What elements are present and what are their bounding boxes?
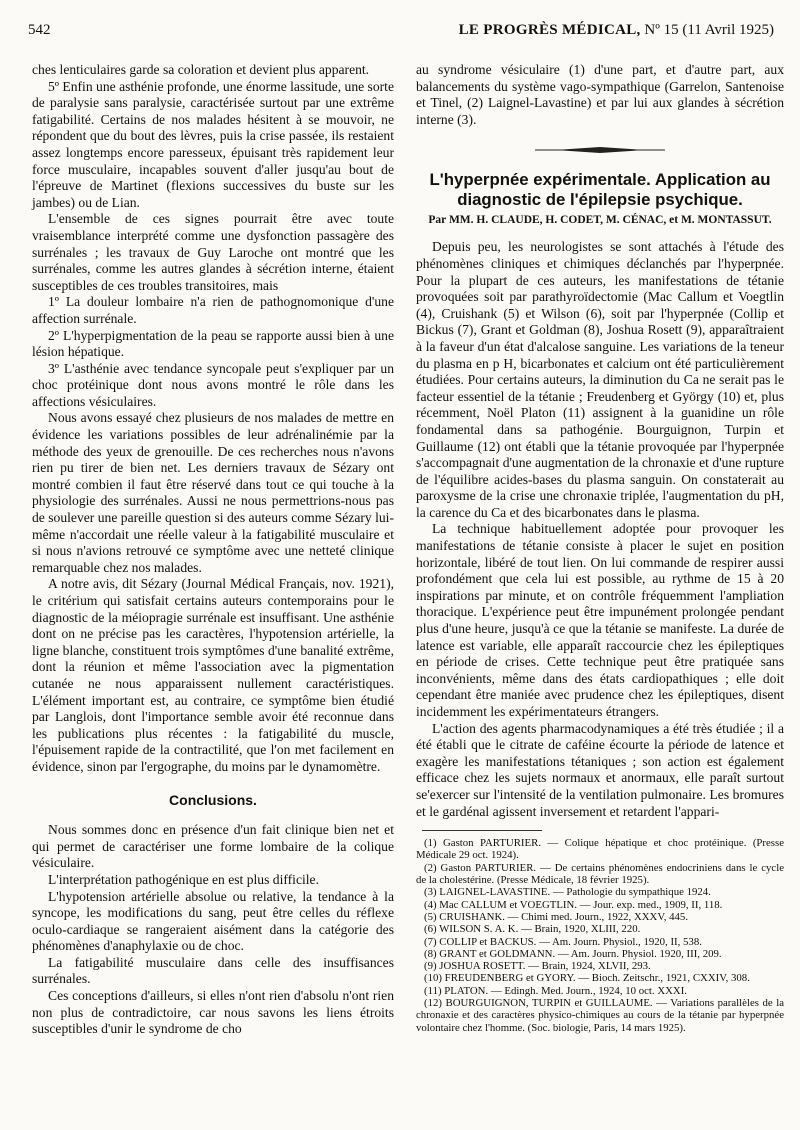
footnote: (9) JOSHUA ROSETT. — Brain, 1924, XLVII, 293. [424,960,651,973]
page-header [28,22,774,42]
paragraph: au syndrome vésiculaire (1) d'une part, et d'autre part, aux balancements du système vago-sympathique (Garrelon, Santenoise et Tinel, (2) Laignel-Lavastine) et par lui aux glandes à sécrétion interne (3). [416,62,784,127]
footnote: (10) FREUDENBERG et GYORY. — Bioch. Zeitschr., 1921, CXXIV, 308. [424,972,750,985]
footnote: (6) WILSON S. A. K. — Brain, 1920, XLIII, 220. [424,923,641,936]
left-column [32,62,394,1038]
article-byline: Par MM. H. CLAUDE, H. CODET, M. CÉNAC, et M. MONTASSUT. [428,214,772,227]
footnote: (5) CRUISHANK. — Chimi med. Journ., 1922, XXXV, 445. [424,910,689,923]
paragraph: L'action des agents pharmacodynamiques a été très étudiée ; il a été établi que le citrate de caféine écourte la période de latence et exagère les manifestations tétaniques ; son action est également efficace chez les sujets normaux et anormaux, elle paraît surtout se'exercer sur l'intensité de la ventilation pulmonaire. Les bromures et le gardénal agissent inversement et retardent l'appari- [416,720,784,819]
journal-name: LE PROGRÈS MÉDICAL, [458,22,641,38]
footnote: (11) PLATON. — Edingh. Med. Journ., 1924, 10 oct. XXXI. [424,984,688,997]
paragraph: L'interprétation pathogénique en est plus difficile. [48,871,319,887]
paragraph: Ces conceptions d'ailleurs, si elles n'ont rien d'absolu n'ont rien non plus de contradictoire, car nous savons les liens étroits susceptibles d'unir le syndrome de cho [32,988,394,1037]
right-column [416,62,784,1034]
paragraph: L'hypotension artérielle absolue ou relative, la tendance à la syncope, les modifications du sang, peut être celles du réflexe oculo-cardiaque se rangeraient aisément dans la catégorie des phénomènes d'anaphylaxie ou de choc. [32,888,394,954]
paragraph: L'ensemble de ces signes pourrait être avec toute vraisemblance interprété comme une dysfonction passagère des surrénales ; les travaux de Guy Laroche ont montré que les surrénales, comme les autres glandes à sécrétion interne, étaient susceptibles de ces troubles transitoires, mais [32,211,394,293]
paragraph: 1º La douleur lombaire n'a rien de pathognomonique d'une affection surrénale. [32,294,394,326]
page-number: 542 [28,22,51,38]
footnote-rule [422,830,542,831]
footnote: (8) GRANT et GOLDMANN. — Am. Journ. Physiol. 1920, III, 209. [424,947,722,960]
paragraph: 2º L'hyperpigmentation de la peau se rapporte aussi bien à une lésion hépatique. [32,327,394,360]
article-title: L'hyperpnée expérimentale. Application au diagnostic de l'épilepsie psychique. [429,170,771,210]
paragraph: La fatigabilité musculaire dans celle des insuffisances surrénales. [32,954,394,987]
footnote: (4) Mac CALLUM et VOEGTLIN. — Jour. exp. med., 1909, II, 118. [424,898,723,911]
divider-ornament [535,144,665,156]
paragraph: Depuis peu, les neurologistes se sont attachés à l'étude des phénomènes cliniques et chimiques déclanchés par l'hyperpnée. Pour la plupart de ces auteurs, les manifestations de tétanie provoquées soit par parathyroïdectomie (Mac Callum et Voegtlin (4), Cruishank (5) et Wilson (6), soit par l'hyperpnée (Collip et Bickus (7), Grant et Goldman (8), Joshua Rosett (9), apparaîtraient à la faveur d'un état d'alcalose sanguine. Les variations de la teneur du plasma en p H, bicarbonates et calcium ont été particulièrement étudiées. Pour certains auteurs, la diminution du Ca ne serait pas le facteur essentiel de la tétanie ; Freudenberg et György (10) et, plus récemment, Noël Platon (11) assignent à la guanidine un rôle fondamental dans sa pathogénie. Bourguignon, Turpin et Guillaume (12) ont établi que la tétanie provoquée par l'hyperpnée s'accompagnait d'une augmentation de la chronaxie et d'une rupture de l'équilibre acides-bases du plasma sanguin. On constaterait au paroxysme de la crise une chronaxie triplée, l'augmentation du pH, la carence du Ca et des bicarbonates dans le plasma. [416,239,784,520]
paragraph: 3º L'asthénie avec tendance syncopale peut s'expliquer par un choc protéinique dont nous avons montré le rôle dans les affections vésiculaires. [32,360,394,409]
paragraph: La technique habituellement adoptée pour provoquer les manifestations de tétanie consiste à placer le sujet en position horizontale, libéré de tout lien. On lui commande de respirer aussi profondément que cela lui est possible, au rythme de 15 à 20 inspirations par minute, et on contrôle fréquemment l'ampliation thoracique. L'expérience peut être impunément prolongée pendant plus d'une heure, jusqu'à ce que la tétanie se manifeste. La durée de latence est variable, elle apparaît raccourcie chez les épileptiques en période de crises. Cette technique peut être pratiquée sans inconvénients, même dans des états cardiopathiques ; elle doit cependant être maniée avec prudence chez les épileptiques, disent incidemment les expérimentateurs étrangers. [416,521,784,719]
paragraph: 5º Enfin une asthénie profonde, une énorme lassitude, une sorte de paralysie sans paralysie, caractérisée surtout par une extrême fatigabilité. Certains de nos malades hésitent à se mouvoir, ne répondent que du bout des lèvres, puis la crise passée, ils restaient assez longtemps encore paresseux, épuisant très rapidement leur force musculaire, incapables souvent d'aller jusqu'au bout de l'épreuve de Martinet (flexions successives du buste sur les jambes) ou de Lian. [32,78,394,210]
journal-issue: Nº 15 (11 Avril 1925) [644,22,774,38]
footnotes [416,837,784,1034]
paragraph: Nous avons essayé chez plusieurs de nos malades de mettre en évidence les variations possibles de leur adrénalinémie par la méthode des yeux de grenouille. De ces recherches nous n'avons rien pu tirer de bien net. Les derniers travaux de Sézary ont montré combien il faut être réservé dans tout ce qui touche à la physiologie des surrénales. Aussi ne nous permettrions-nous pas de soulever une pareille question si des auteurs comme Sézary lui-même n'accordait une réelle valeur à la fatigabilité musculaire et si nous n'avions retrouvé ce symptôme avec une netteté clinique remarquable chez nos malades. [32,410,394,575]
paragraph: ches lenticulaires garde sa coloration et devient plus apparent. [32,62,370,77]
journal-title [459,22,774,39]
paragraph: Nous sommes donc en présence d'un fait clinique bien net et qui permet de caractériser une forme lombaire de la colique vésiculaire. [32,822,394,871]
footnote: (12) BOURGUIGNON, TURPIN et GUILLAUME. — Variations parallèles de la chronaxie et des caractères physico-chimiques au cours de la tétanie par hyperpnée volontaire chez l'homme. (Soc. biologie, Paris, 14 mars 1925). [416,997,784,1034]
section-heading: Conclusions. [169,791,257,808]
paragraph: A notre avis, dit Sézary (Journal Médical Français, nov. 1921), le critérium qui satisfait certains auteurs contemporains pour le diagnostic de la méiopragie surrénale est insuffisant. Une asthénie dont on ne précise pas les caractères, l'hypotension artérielle, la ligne blanche, constituent trois symptômes d'une banalité extrême, dont la réunion et même l'association avec la pigmentation cutanée ne nous apparaissent nullement caractéristiques. L'élément important est, au contraire, ce symptôme bien étudié par Langlois, dont l'importance semble avoir été reconnue dans les publications plus récentes : la fatigabilité du muscle, l'épuisement rapide de la contractilité, que l'on met facilement en évidence, sinon par l'ergographe, du moins par le dynamomètre. [32,576,394,774]
footnote: (3) LAIGNEL-LAVASTINE. — Pathologie du sympathique 1924. [424,886,711,899]
ornamental-divider [416,144,784,156]
footnote: (1) Gaston PARTURIER. — Colique hépatique et choc protéinique. (Presse Médicale 29 oct. 1924). [416,837,784,862]
footnote: (2) Gaston PARTURIER. — De certains phénomènes endocriniens dans le cycle de la cholestérine. (Presse Médicale, 18 février 1925). [416,861,784,887]
footnote: (7) COLLIP et BACKUS. — Am. Journ. Physiol., 1920, II, 538. [424,935,702,948]
